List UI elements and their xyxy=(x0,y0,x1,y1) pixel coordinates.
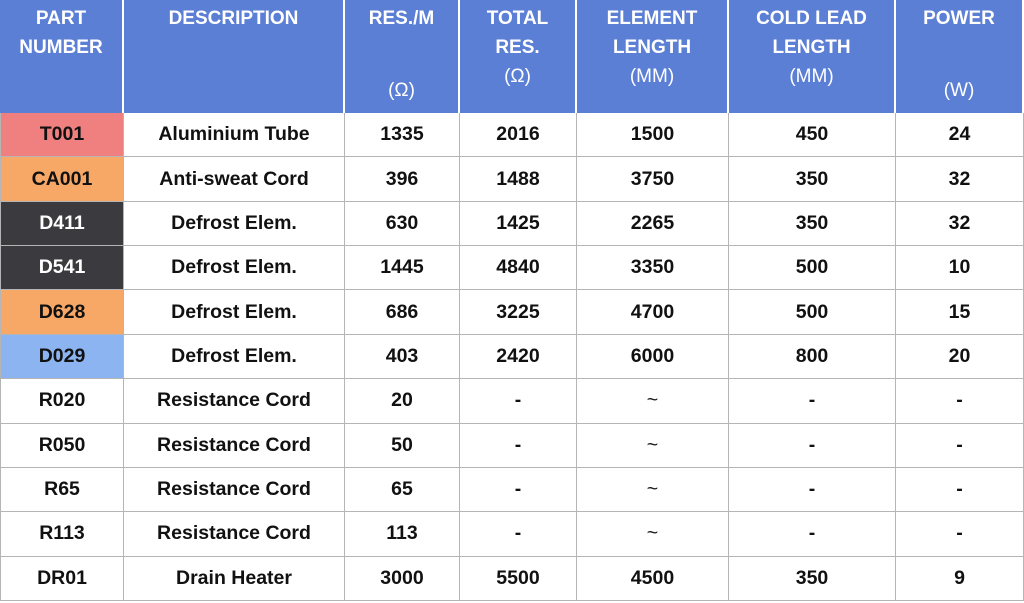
res-per-m-cell: 396 xyxy=(345,157,460,201)
description-cell: Defrost Elem. xyxy=(124,202,345,246)
element-length-cell: ~ xyxy=(577,424,729,468)
description-cell: Resistance Cord xyxy=(124,379,345,423)
part-number-cell: DR01 xyxy=(0,557,124,601)
part-number-cell: CA001 xyxy=(0,157,124,201)
power-cell: 24 xyxy=(896,113,1024,157)
cold-lead-length-cell: - xyxy=(729,512,896,556)
power-cell: - xyxy=(896,379,1024,423)
description-cell: Aluminium Tube xyxy=(124,113,345,157)
power-cell: 9 xyxy=(896,557,1024,601)
res-per-m-cell: 65 xyxy=(345,468,460,512)
total-res-cell: - xyxy=(460,424,577,468)
description-cell: Resistance Cord xyxy=(124,468,345,512)
description-cell: Resistance Cord xyxy=(124,512,345,556)
part-number-cell: D541 xyxy=(0,246,124,290)
cold-lead-length-cell: - xyxy=(729,424,896,468)
res-per-m-cell: 50 xyxy=(345,424,460,468)
header-element-length: ELEMENT LENGTH (MM) xyxy=(577,0,729,113)
element-length-cell: 6000 xyxy=(577,335,729,379)
total-res-cell: - xyxy=(460,468,577,512)
cold-lead-length-cell: - xyxy=(729,468,896,512)
power-cell: 15 xyxy=(896,290,1024,334)
power-cell: 32 xyxy=(896,202,1024,246)
header-cold-lead-length: COLD LEAD LENGTH (MM) xyxy=(729,0,896,113)
element-length-cell: 1500 xyxy=(577,113,729,157)
power-cell: - xyxy=(896,512,1024,556)
element-length-cell: 3350 xyxy=(577,246,729,290)
cold-lead-length-cell: - xyxy=(729,379,896,423)
header-res-per-m: RES./M (Ω) xyxy=(345,0,460,113)
header-power: POWER (W) xyxy=(896,0,1024,113)
cold-lead-length-cell: 500 xyxy=(729,290,896,334)
element-length-cell: ~ xyxy=(577,468,729,512)
description-cell: Defrost Elem. xyxy=(124,290,345,334)
element-length-cell: 4500 xyxy=(577,557,729,601)
power-cell: 20 xyxy=(896,335,1024,379)
cold-lead-length-cell: 350 xyxy=(729,202,896,246)
header-total-res: TOTAL RES. (Ω) xyxy=(460,0,577,113)
header-part-number: PART NUMBER xyxy=(0,0,124,113)
element-length-cell: 2265 xyxy=(577,202,729,246)
part-number-cell: D029 xyxy=(0,335,124,379)
part-number-cell: D628 xyxy=(0,290,124,334)
res-per-m-cell: 3000 xyxy=(345,557,460,601)
part-number-cell: D411 xyxy=(0,202,124,246)
total-res-cell: 2016 xyxy=(460,113,577,157)
res-per-m-cell: 403 xyxy=(345,335,460,379)
power-cell: - xyxy=(896,424,1024,468)
res-per-m-cell: 630 xyxy=(345,202,460,246)
element-length-cell: 3750 xyxy=(577,157,729,201)
description-cell: Defrost Elem. xyxy=(124,335,345,379)
total-res-cell: 3225 xyxy=(460,290,577,334)
total-res-cell: 1488 xyxy=(460,157,577,201)
element-length-cell: ~ xyxy=(577,379,729,423)
total-res-cell: 5500 xyxy=(460,557,577,601)
part-number-cell: R020 xyxy=(0,379,124,423)
part-number-cell: R65 xyxy=(0,468,124,512)
res-per-m-cell: 1445 xyxy=(345,246,460,290)
res-per-m-cell: 686 xyxy=(345,290,460,334)
res-per-m-cell: 20 xyxy=(345,379,460,423)
description-cell: Defrost Elem. xyxy=(124,246,345,290)
total-res-cell: - xyxy=(460,512,577,556)
header-description: DESCRIPTION xyxy=(124,0,345,113)
cold-lead-length-cell: 450 xyxy=(729,113,896,157)
cold-lead-length-cell: 350 xyxy=(729,557,896,601)
part-number-cell: T001 xyxy=(0,113,124,157)
description-cell: Resistance Cord xyxy=(124,424,345,468)
element-length-cell: 4700 xyxy=(577,290,729,334)
total-res-cell: - xyxy=(460,379,577,423)
res-per-m-cell: 1335 xyxy=(345,113,460,157)
part-number-cell: R113 xyxy=(0,512,124,556)
part-number-cell: R050 xyxy=(0,424,124,468)
power-cell: 32 xyxy=(896,157,1024,201)
res-per-m-cell: 113 xyxy=(345,512,460,556)
total-res-cell: 2420 xyxy=(460,335,577,379)
total-res-cell: 1425 xyxy=(460,202,577,246)
cold-lead-length-cell: 500 xyxy=(729,246,896,290)
cold-lead-length-cell: 350 xyxy=(729,157,896,201)
power-cell: - xyxy=(896,468,1024,512)
power-cell: 10 xyxy=(896,246,1024,290)
cold-lead-length-cell: 800 xyxy=(729,335,896,379)
element-length-cell: ~ xyxy=(577,512,729,556)
total-res-cell: 4840 xyxy=(460,246,577,290)
description-cell: Drain Heater xyxy=(124,557,345,601)
description-cell: Anti-sweat Cord xyxy=(124,157,345,201)
